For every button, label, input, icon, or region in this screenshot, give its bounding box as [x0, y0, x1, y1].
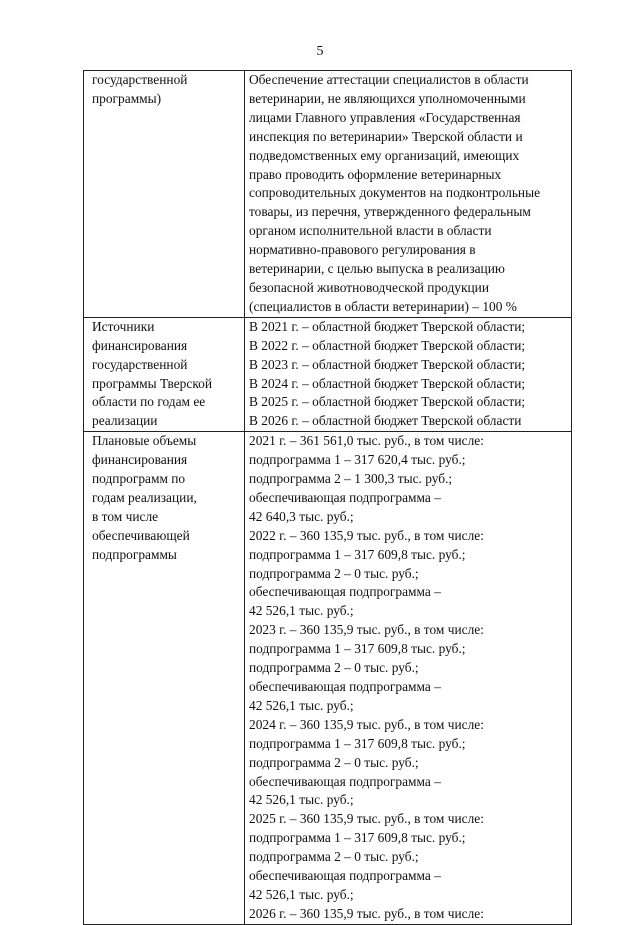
cell-text-line: программы): [92, 90, 162, 106]
cell-text-line: финансирования: [92, 452, 188, 468]
cell-text-line: государственной: [92, 72, 188, 87]
cell-text-line: 42 526,1 тыс. руб.;: [249, 603, 354, 619]
row-header-cell: [84, 317, 245, 431]
cell-text-line: товары, из перечня, утвержденного федеральным: [249, 204, 531, 220]
cell-text-line: В 2022 г. – областной бюджет Тверской области;: [249, 337, 526, 353]
row-value-cell: [245, 432, 572, 925]
cell-text-line: Плановые объемы: [92, 433, 197, 449]
cell-text-line: В 2025 г. – областной бюджет Тверской области;: [249, 394, 526, 410]
cell-text-line: обеспечивающая подпрограмма –: [249, 489, 441, 505]
cell-text-line: обеспечивающая подпрограмма –: [249, 773, 441, 789]
table-row-program-goals: [84, 71, 572, 318]
row-value-cell: [245, 317, 572, 431]
cell-text-line: 2021 г. – 361 561,0 тыс. руб., в том числе:: [249, 433, 484, 449]
cell-text-line: Источники: [92, 318, 155, 334]
cell-text-line: (специалистов в области ветеринарии) – 100 %: [249, 298, 517, 314]
cell-text-line: подпрограмма 1 – 317 620,4 тыс. руб.;: [249, 452, 466, 468]
cell-text-line: области по годам ее: [92, 394, 206, 410]
cell-text-line: подпрограмма 2 – 0 тыс. руб.;: [249, 565, 419, 581]
cell-text-line: обеспечивающая подпрограмма –: [249, 679, 441, 694]
cell-text-line: государственной: [92, 356, 188, 372]
table-row-funding-sources: [84, 317, 572, 431]
cell-text-line: в том числе: [92, 508, 159, 524]
cell-text-line: органом исполнительной власти в области: [249, 223, 492, 239]
cell-text-line: подведомственных ему организаций, имеющих: [249, 147, 520, 163]
row-header-cell: [84, 432, 245, 925]
cell-text-line: инспекция по ветеринарии» Тверской области и: [249, 128, 523, 144]
cell-text-line: сопроводительных документов на подконтрольные: [249, 185, 541, 201]
cell-text-line: подпрограмма 1 – 317 609,8 тыс. руб.;: [249, 546, 466, 562]
cell-text-line: ветеринарии, с целью выпуска в реализацию: [249, 261, 505, 277]
row-header-cell: [84, 71, 245, 318]
cell-text-line: безопасной животноводческой продукции: [249, 279, 489, 295]
cell-text-line: 2025 г. – 360 135,9 тыс. руб., в том числе:: [249, 811, 484, 827]
cell-text-line: Обеспечение аттестации специалистов в области: [249, 72, 529, 87]
cell-text-line: В 2024 г. – областной бюджет Тверской области;: [249, 375, 526, 391]
cell-text-line: финансирования: [92, 337, 188, 353]
cell-text-line: 2026 г. – 360 135,9 тыс. руб., в том числе:: [249, 905, 484, 921]
cell-text-line: реализации: [92, 413, 158, 429]
cell-text-line: программы Тверской: [92, 375, 213, 391]
cell-text-line: 2024 г. – 360 135,9 тыс. руб., в том числе:: [249, 716, 484, 732]
cell-text-line: 2022 г. – 360 135,9 тыс. руб., в том числе:: [249, 527, 484, 543]
cell-text-line: В 2023 г. – областной бюджет Тверской области;: [249, 356, 526, 372]
cell-text-line: обеспечивающая подпрограмма –: [249, 584, 441, 600]
cell-text-line: подпрограмм по: [92, 471, 186, 487]
cell-text-line: лицами Главного управления «Государственная: [249, 109, 521, 125]
cell-text-line: ветеринарии, не являющихся уполномоченными: [249, 90, 526, 106]
cell-text-line: подпрограмма 1 – 317 609,8 тыс. руб.;: [249, 830, 466, 846]
cell-text-line: годам реализации,: [92, 489, 197, 505]
cell-text-line: В 2021 г. – областной бюджет Тверской области;: [249, 318, 526, 334]
cell-text-line: подпрограммы: [92, 546, 177, 562]
cell-text-line: обеспечивающей: [92, 527, 190, 543]
row-value-cell: [245, 71, 572, 318]
table-body: [84, 71, 572, 925]
cell-text-line: 2023 г. – 360 135,9 тыс. руб., в том числе:: [249, 622, 484, 638]
cell-text-line: 42 526,1 тыс. руб.;: [249, 697, 354, 713]
page-number: 5: [316, 44, 324, 59]
cell-text-line: нормативно-правового регулирования в: [249, 242, 476, 258]
cell-text-line: подпрограмма 1 – 317 609,8 тыс. руб.;: [249, 641, 466, 657]
cell-text-line: подпрограмма 2 – 0 тыс. руб.;: [249, 849, 419, 865]
program-passport-table: [83, 70, 572, 925]
cell-text-line: 42 640,3 тыс. руб.;: [249, 508, 354, 524]
cell-text-line: 42 526,1 тыс. руб.;: [249, 792, 354, 808]
cell-text-line: подпрограмма 2 – 1 300,3 тыс. руб.;: [249, 471, 453, 487]
cell-text-line: В 2026 г. – областной бюджет Тверской области: [249, 413, 522, 429]
cell-text-line: право проводить оформление ветеринарных: [249, 166, 502, 182]
cell-text-line: подпрограмма 1 – 317 609,8 тыс. руб.;: [249, 735, 466, 751]
cell-text-line: подпрограмма 2 – 0 тыс. руб.;: [249, 660, 419, 676]
table-row-planned-financing: [84, 432, 572, 925]
cell-text-line: обеспечивающая подпрограмма –: [249, 868, 441, 884]
cell-text-line: 42 526,1 тыс. руб.;: [249, 886, 354, 902]
cell-text-line: подпрограмма 2 – 0 тыс. руб.;: [249, 754, 419, 770]
